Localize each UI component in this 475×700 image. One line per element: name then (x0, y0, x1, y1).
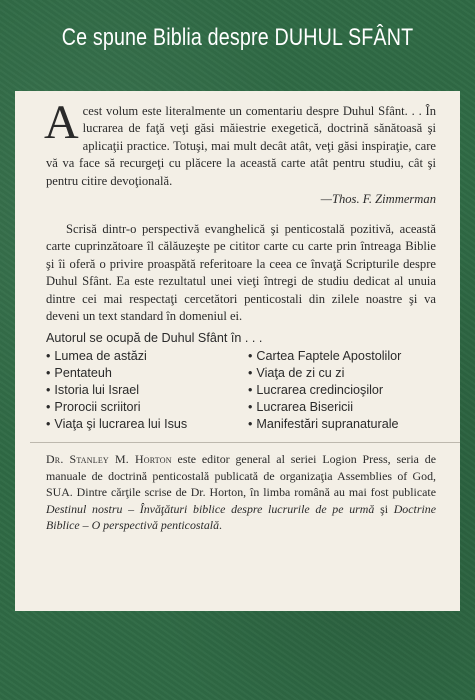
topic-item: • Lucrarea credincioşilor (248, 382, 436, 399)
divider (30, 442, 460, 443)
bio-text-3: . (219, 518, 223, 533)
topic-item: • Cartea Faptele Apostolilor (248, 348, 436, 365)
topic-item: • Istoria lui Israel (46, 382, 234, 399)
topics-column-left (46, 348, 234, 433)
topic-item: • Prorocii scriitori (46, 399, 234, 416)
topics-heading: Autorul se ocupă de Duhul Sfânt în . . . (46, 331, 263, 346)
topic-item: • Viaţa de zi cu zi (248, 365, 436, 382)
topics-column-right (234, 348, 436, 433)
topic-item: • Lumea de astăzi (46, 348, 234, 365)
topic-item: • Viaţa şi lucrarea lui Isus (46, 416, 234, 433)
book-title-2: Doctrine Biblice – O perspectivă penticostală (46, 501, 436, 533)
author-name: Dr. Stanley M. Horton (46, 452, 172, 467)
back-cover-text-panel (15, 91, 460, 611)
quote-author: —Thos. F. Zimmerman (320, 192, 436, 207)
quote-text: cest volum este literalmente un comentariu despre Duhul Sfânt. . . În lucrarea de faţă veţi găsi măiestrie exegetică, doctrină sănătoasă şi aplicaţii practice. Totuşi, mai mult decât atât, veţi găsi inspiraţie, care vă va face să recurgeţi cu plăcere la această carte atât pentru studiu, cât şi pentru citire devoţională. (46, 104, 436, 188)
topic-item: • Lucrarea Bisericii (248, 399, 436, 416)
topic-item: • Pentateuh (46, 365, 234, 382)
bio-text-2: şi (374, 501, 394, 516)
book-title: Ce spune Biblia despre DUHUL SFÂNT (61, 24, 414, 51)
topics-list (46, 348, 436, 433)
book-description: Scrisă dintr-o perspectivă evanghelică şi penticostală pozitivă, această carte cuprinzătoare îl călăuzeşte pe cititor carte cu carte prin întreaga Biblie şi îi oferă o privire proaspătă referitoare la ceea ce învaţă Scripturile despre Duhul Sfânt. Ea este rezultatul unei vieţi întregi de studiu dedicat al unuia dintre cei mai respectaţi cercetători penticostali din zilele noastre şi va deveni un text standard în domeniul ei. (46, 222, 436, 324)
drop-cap: A (44, 96, 79, 149)
bio-text-1: este editor general al seriei Logion Press, seria de manuale de doctrină penticostală publicată de organizaţia Assemblies of God, SUA. Dintre cărţile scrise de Dr. Horton, în limba română au mai fost publicate (46, 452, 436, 500)
book-title-1: Destinul nostru – Învăţături biblice despre lucrurile de pe urmă (46, 501, 375, 516)
endorsement-quote (44, 96, 436, 190)
topic-item: • Manifestări supranaturale (248, 416, 436, 433)
author-bio (46, 451, 436, 533)
